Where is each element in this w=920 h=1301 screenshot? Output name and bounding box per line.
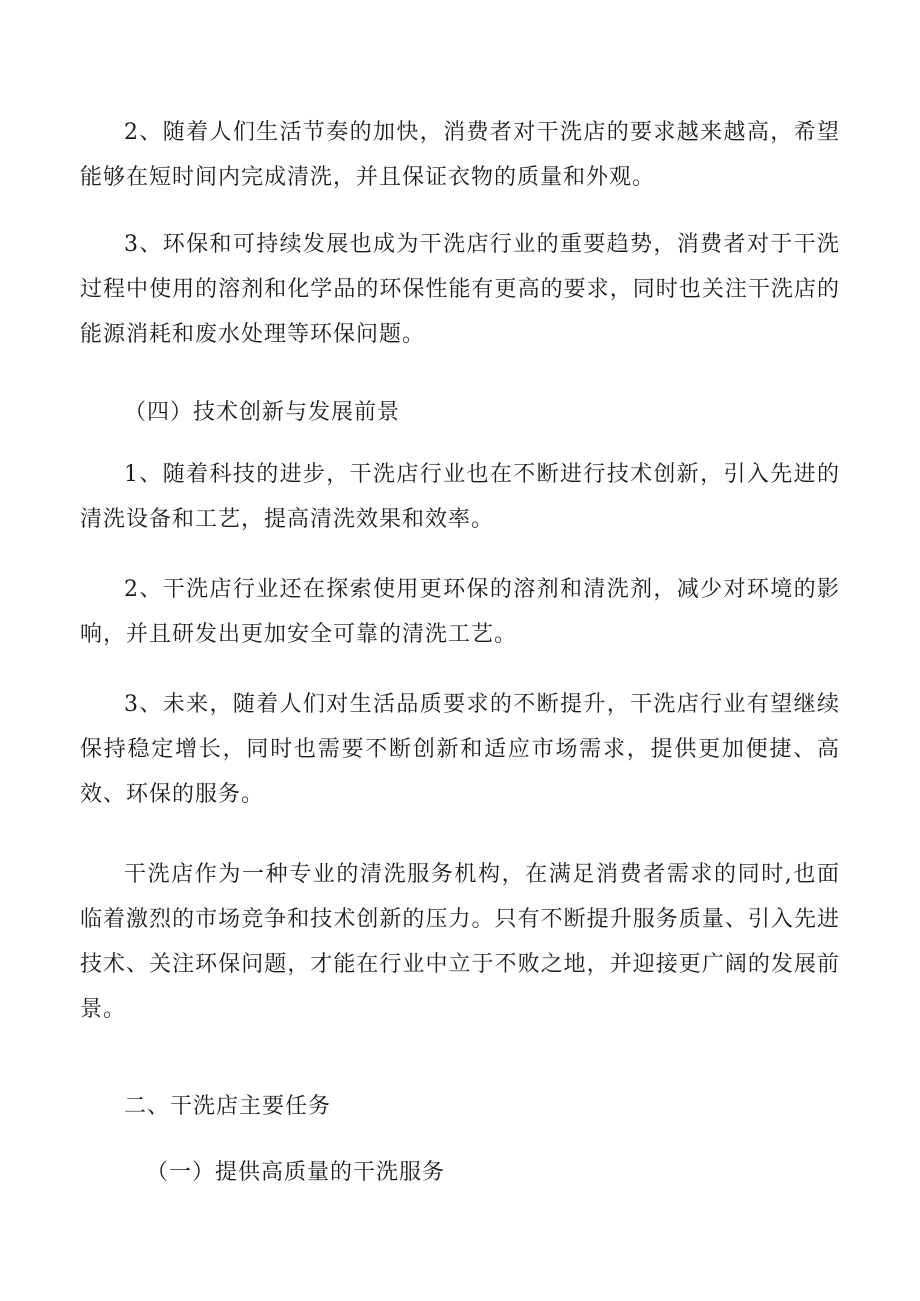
paragraph-future-outlook: 3、未来，随着人们对生活品质要求的不断提升，干洗店行业有望继续保持稳定增长，同时也需要不断创新和适应市场需求，提供更加便捷、高效、环保的服务。	[80, 692, 840, 807]
paragraph-environmental-trend: 3、环保和可持续发展也成为干洗店行业的重要趋势，消费者对于干洗过程中使用的溶剂和化学品的环保性能有更高的要求，同时也关注干洗店的能源消耗和废水处理等环保问题。	[80, 232, 840, 347]
section-heading-quality-service: （一）提供高质量的干洗服务	[146, 1160, 446, 1185]
paragraph-consumer-demand: 2、随着人们生活节奏的加快，消费者对干洗店的要求越来越高，希望能够在短时间内完成清洗，并且保证衣物的质量和外观。	[80, 120, 840, 190]
paragraph-conclusion: 干洗店作为一种专业的清洗服务机构，在满足消费者需求的同时,也面临着激烈的市场竞争和技术创新的压力。只有不断提升服务质量、引入先进技术、关注环保问题，才能在行业中立于不败之地，并迎接更广阔的发展前景。	[80, 862, 840, 1022]
section-heading-tech-innovation: （四）技术创新与发展前景	[124, 400, 401, 425]
paragraph-eco-solvents: 2、干洗店行业还在探索使用更环保的溶剂和清洗剂，减少对环境的影响，并且研发出更加安全可靠的清洗工艺。	[80, 577, 840, 647]
paragraph-tech-progress: 1、随着科技的进步，干洗店行业也在不断进行技术创新，引入先进的清洗设备和工艺，提高清洗效果和效率。	[80, 462, 840, 532]
chapter-heading-main-tasks: 二、干洗店主要任务	[124, 1094, 332, 1119]
